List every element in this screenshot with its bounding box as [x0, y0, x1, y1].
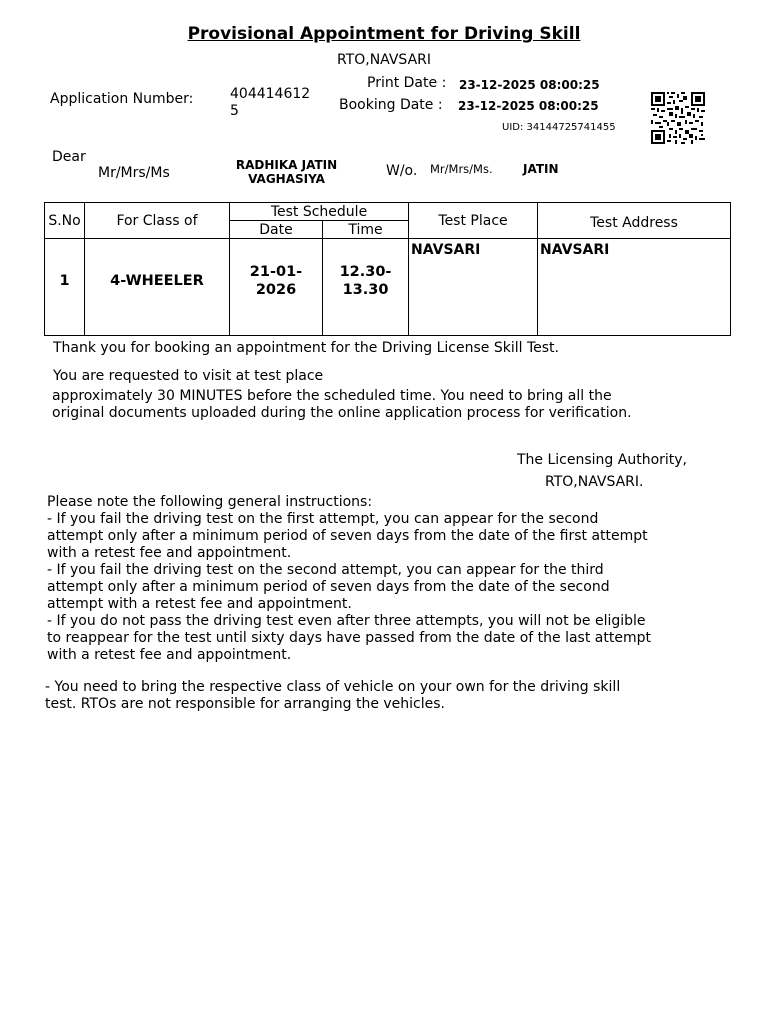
row-class: 4-WHEELER [85, 239, 230, 336]
page-title: Provisional Appointment for Driving Skill [187, 24, 581, 44]
row-time [323, 239, 409, 336]
relation-name: JATIN [523, 162, 559, 176]
thank-you-text: Thank you for booking an appointment for the Driving License Skill Test. [53, 340, 559, 356]
instruction-line: attempt with a retest fee and appointment. [47, 596, 352, 612]
dear-label: Dear [52, 149, 86, 165]
visit-line-1: You are requested to visit at test place [53, 368, 324, 384]
row-date-line2: 2026 [255, 282, 297, 298]
header-test-place: Test Place [409, 203, 538, 239]
instruction-line: - If you do not pass the driving test even after three attempts, you will not be eligible [47, 613, 646, 629]
row-sno: 1 [45, 239, 85, 336]
instruction-line: with a retest fee and appointment. [47, 545, 292, 561]
booking-date-label: Booking Date : [339, 97, 443, 113]
instruction-line: to reappear for the test until sixty days have passed from the date of the last attempt [47, 630, 651, 646]
table-row [45, 239, 731, 336]
table-header-row [45, 203, 731, 221]
instruction-line: with a retest fee and appointment. [47, 647, 292, 663]
relation-label: W/o. [386, 163, 418, 179]
vehicle-note-line-2: test. RTOs are not responsible for arranging the vehicles. [45, 696, 445, 712]
application-number-line2: 5 [230, 103, 239, 119]
visit-line-2: approximately 30 MINUTES before the scheduled time. You need to bring all the [52, 388, 612, 404]
applicant-title-prefix: Mr/Mrs/Ms [98, 165, 170, 181]
header-class: For Class of [85, 203, 230, 239]
header-test-address: Test Address [538, 203, 731, 239]
header-date: Date [230, 221, 323, 239]
visit-line-3: original documents uploaded during the online application process for verification. [52, 405, 632, 421]
application-number-label: Application Number: [50, 91, 194, 107]
row-test-place: NAVSARI [409, 239, 538, 336]
instruction-line: - If you fail the driving test on the first attempt, you can appear for the second [47, 511, 599, 527]
applicant-name-line1: RADHIKA JATIN [235, 158, 338, 172]
schedule-table [44, 202, 731, 336]
applicant-name-line2: VAGHASIYA [248, 172, 325, 186]
instruction-line: attempt only after a minimum period of seven days from the date of the first attempt [47, 528, 648, 544]
row-date [230, 239, 323, 336]
print-date-label: Print Date : [367, 75, 447, 91]
instructions-heading: Please note the following general instructions: [47, 494, 373, 510]
uid-text: UID: 34144725741455 [502, 122, 616, 133]
vehicle-note-line-1: - You need to bring the respective class of vehicle on your own for the driving skill [45, 679, 621, 695]
header-time: Time [323, 221, 409, 239]
instruction-line: - If you fail the driving test on the second attempt, you can appear for the third [47, 562, 604, 578]
signature-line-1: The Licensing Authority, [517, 452, 688, 468]
applicant-name [228, 158, 345, 186]
print-date-value: 23-12-2025 08:00:25 [459, 78, 600, 92]
row-time-line1: 12.30- [339, 264, 392, 280]
signature-line-2: RTO,NAVSARI. [545, 474, 644, 490]
row-test-address: NAVSARI [538, 239, 731, 336]
row-time-line2: 13.30 [342, 282, 389, 298]
application-number-value [230, 86, 310, 120]
header-sno: S.No [45, 203, 85, 239]
header-test-schedule: Test Schedule [230, 203, 409, 221]
office-name: RTO,NAVSARI [336, 52, 432, 68]
booking-date-value: 23-12-2025 08:00:25 [458, 99, 599, 113]
relation-prefix: Mr/Mrs/Ms. [430, 162, 493, 176]
application-number-line1: 404414612 [230, 86, 311, 102]
qr-code-icon [651, 92, 705, 144]
instruction-line: attempt only after a minimum period of seven days from the date of the second [47, 579, 610, 595]
row-date-line1: 21-01- [249, 264, 303, 280]
